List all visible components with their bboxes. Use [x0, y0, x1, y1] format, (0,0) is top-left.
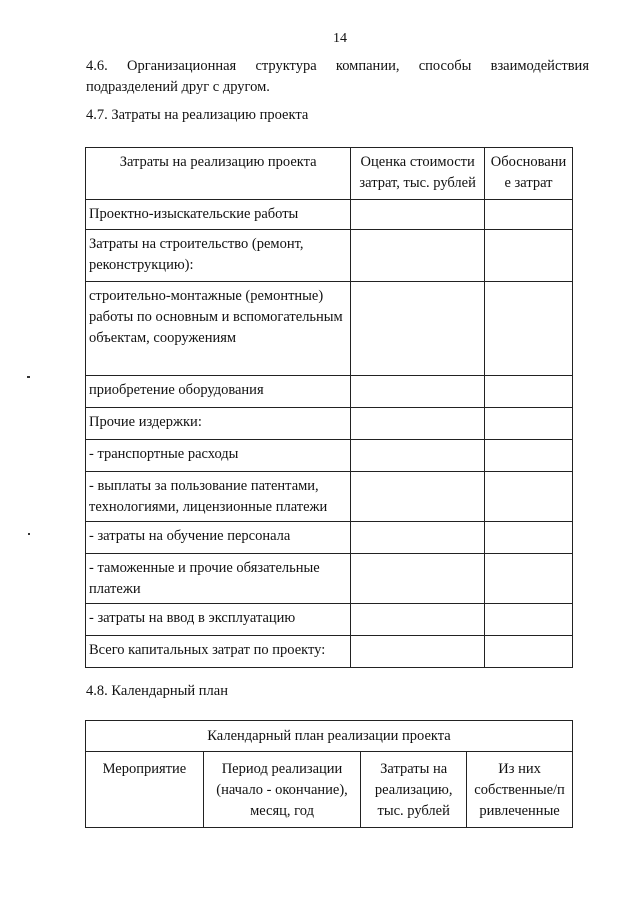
scan-speck: [28, 533, 30, 535]
table-row: [86, 440, 573, 472]
section-4-6-heading-line1: 4.6. Организационная структура компании, способы взаимодействия: [86, 58, 589, 74]
table-row: [86, 282, 573, 376]
table-row: [86, 230, 573, 282]
costs-header-justification: Обосновани е затрат: [485, 148, 573, 200]
calendar-header-costs: Затраты на реализацию, тыс. рублей: [361, 752, 467, 828]
cost-estimate-cell[interactable]: [351, 522, 485, 554]
cost-justification-cell[interactable]: [485, 522, 573, 554]
cost-estimate-cell[interactable]: [351, 408, 485, 440]
cost-item-label: приобретение оборудования: [86, 376, 351, 408]
calendar-title-row: [86, 721, 573, 752]
calendar-table: [85, 720, 573, 828]
cost-item-label: Проектно-изыскательские работы: [86, 200, 351, 230]
cost-justification-cell[interactable]: [485, 636, 573, 668]
cost-estimate-cell[interactable]: [351, 636, 485, 668]
table-row: [86, 554, 573, 604]
cost-justification-cell[interactable]: [485, 472, 573, 522]
section-4-8-heading: 4.8. Календарный план: [86, 683, 228, 699]
cost-estimate-cell[interactable]: [351, 604, 485, 636]
cost-total-label: Всего капитальных затрат по проекту:: [86, 636, 351, 668]
cost-item-label: Затраты на строительство (ремонт, реконструкцию):: [86, 230, 351, 282]
cost-justification-cell[interactable]: [485, 230, 573, 282]
cost-estimate-cell[interactable]: [351, 200, 485, 230]
cost-justification-cell[interactable]: [485, 376, 573, 408]
cost-item-label: строительно-монтажные (ремонтные) работы по основным и вспомогательным объектам, сооружениям: [86, 282, 351, 376]
cost-estimate-cell[interactable]: [351, 230, 485, 282]
cost-item-label: - затраты на ввод в эксплуатацию: [86, 604, 351, 636]
page-number: 14: [333, 31, 347, 46]
cost-item-label: - выплаты за пользование патентами, технологиями, лицензионные платежи: [86, 472, 351, 522]
section-4-7-heading: 4.7. Затраты на реализацию проекта: [86, 107, 309, 123]
cost-estimate-cell[interactable]: [351, 376, 485, 408]
table-row: [86, 522, 573, 554]
calendar-header-activity: Мероприятие: [86, 752, 204, 828]
calendar-table-title: Календарный план реализации проекта: [86, 721, 573, 752]
costs-header-estimate: Оценка стоимости затрат, тыс. рублей: [351, 148, 485, 200]
cost-justification-cell[interactable]: [485, 282, 573, 376]
cost-estimate-cell[interactable]: [351, 472, 485, 522]
calendar-header-period: Период реализации (начало - окончание), месяц, год: [203, 752, 360, 828]
table-row: [86, 472, 573, 522]
costs-table: [85, 147, 573, 668]
scan-speck: [27, 376, 30, 378]
table-row: [86, 376, 573, 408]
costs-table-header-row: [86, 148, 573, 200]
cost-estimate-cell[interactable]: [351, 554, 485, 604]
cost-item-label: Прочие издержки:: [86, 408, 351, 440]
cost-justification-cell[interactable]: [485, 604, 573, 636]
section-4-6-heading-line2: подразделений друг с другом.: [86, 79, 270, 95]
cost-item-label: - транспортные расходы: [86, 440, 351, 472]
calendar-header-own-borrowed: Из них собственные/п ривлеченные: [467, 752, 573, 828]
cost-item-label: - затраты на обучение персонала: [86, 522, 351, 554]
cost-justification-cell[interactable]: [485, 408, 573, 440]
calendar-header-row: [86, 752, 573, 828]
cost-justification-cell[interactable]: [485, 200, 573, 230]
costs-total-row: [86, 636, 573, 668]
table-row: [86, 604, 573, 636]
table-row: [86, 408, 573, 440]
cost-item-label: - таможенные и прочие обязательные платежи: [86, 554, 351, 604]
costs-header-item: Затраты на реализацию проекта: [86, 148, 351, 200]
cost-estimate-cell[interactable]: [351, 282, 485, 376]
cost-justification-cell[interactable]: [485, 440, 573, 472]
cost-estimate-cell[interactable]: [351, 440, 485, 472]
table-row: [86, 200, 573, 230]
cost-justification-cell[interactable]: [485, 554, 573, 604]
